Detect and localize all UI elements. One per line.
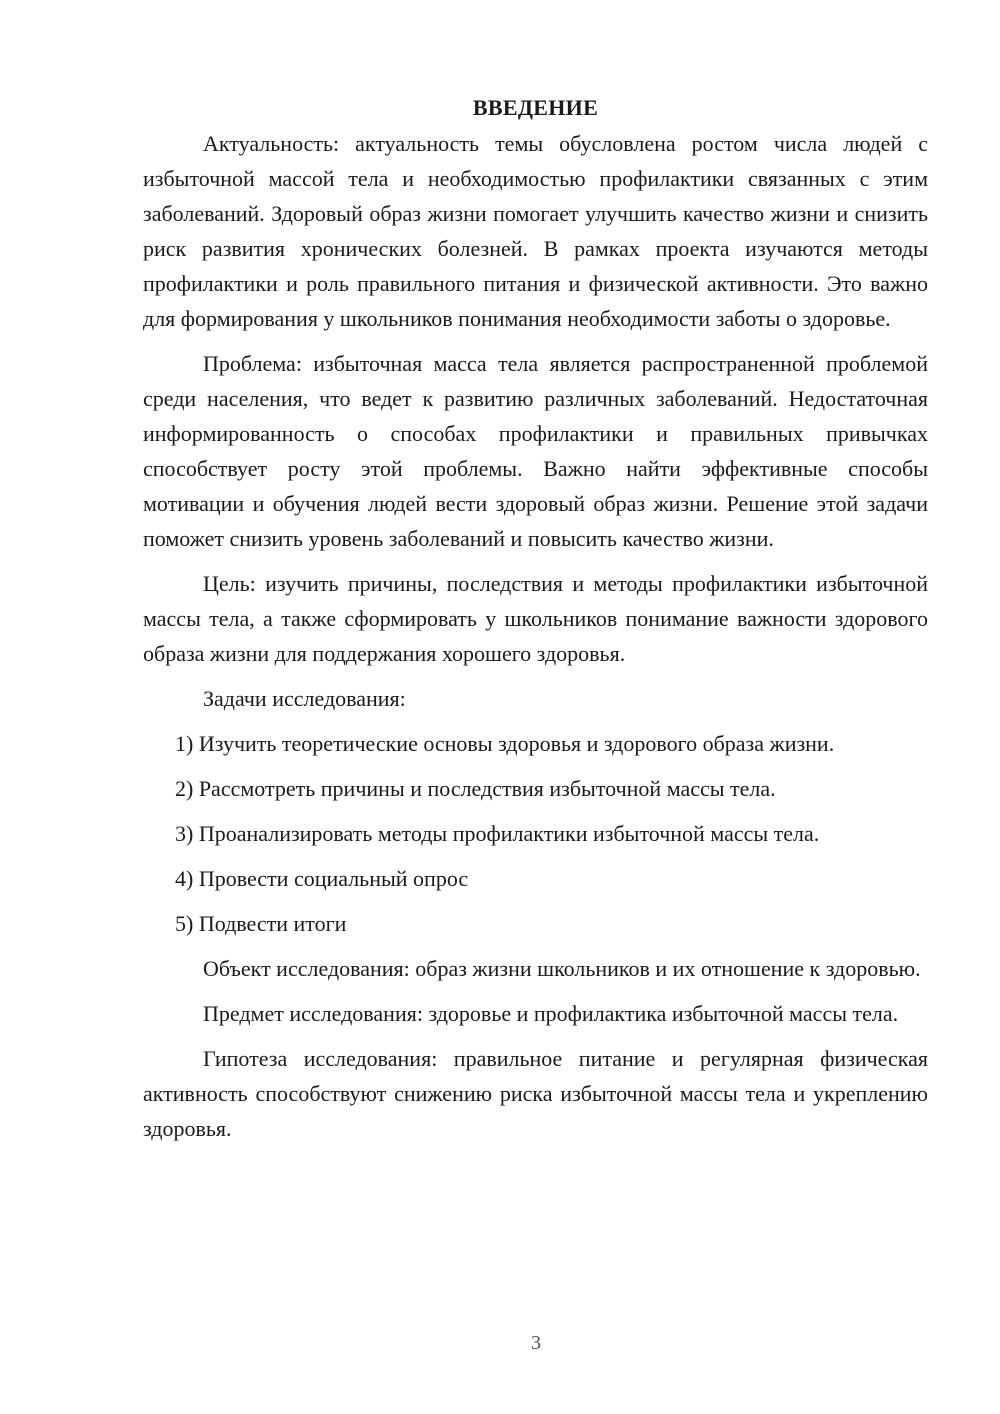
list-item: 3) Проанализировать методы профилактики избыточной массы тела. (175, 821, 820, 846)
list-item: 5) Подвести итоги (175, 911, 347, 936)
list-item: 2) Рассмотреть причины и последствия избыточной массы тела. (175, 776, 776, 801)
hypothesis-paragraph: Гипотеза исследования: правильное питание и регулярная физическая активность способствуют снижению риска избыточной массы тела и укреплению здоровья. (143, 1046, 928, 1141)
relevance-paragraph: Актуальность: актуальность темы обусловлена ростом числа людей с избыточной массой тела и необходимостью профилактики связанных с этим заболеваний. Здоровый образ жизни помогает улучшить качество жизни и снизить риск развития хронических болезней. В рамках проекта изучаются методы профилактики и роль правильного питания и физической активности. Это важно для формирования у школьников понимания необходимости заботы о здоровье. (143, 131, 928, 331)
task-list (143, 726, 928, 941)
page-title: ВВЕДЕНИЕ (472, 95, 599, 120)
goal-paragraph: Цель: изучить причины, последствия и методы профилактики избыточной массы тела, а также сформировать у школьников понимание важности здорового образа жизни для поддержания хорошего здоровья. (143, 571, 928, 666)
list-item: 4) Провести социальный опрос (175, 866, 469, 891)
list-item: 1) Изучить теоретические основы здоровья и здорового образа жизни. (175, 731, 835, 756)
document-page (143, 92, 928, 1156)
problem-paragraph: Проблема: избыточная масса тела является распространенной проблемой среди населения, что ведет к развитию различных заболеваний. Недостаточная информированность о способах профилактики и правильных привычках способствует росту этой проблемы. Важно найти эффективные способы мотивации и обучения людей вести здоровый образ жизни. Решение этой задачи поможет снизить уровень заболеваний и повысить качество жизни. (143, 351, 928, 551)
page-number: 3 (531, 1332, 541, 1354)
subject-paragraph: Предмет исследования: здоровье и профилактика избыточной массы тела. (203, 1001, 899, 1026)
tasks-heading: Задачи исследования: (203, 686, 406, 711)
object-paragraph: Объект исследования: образ жизни школьников и их отношение к здоровью. (203, 956, 921, 981)
